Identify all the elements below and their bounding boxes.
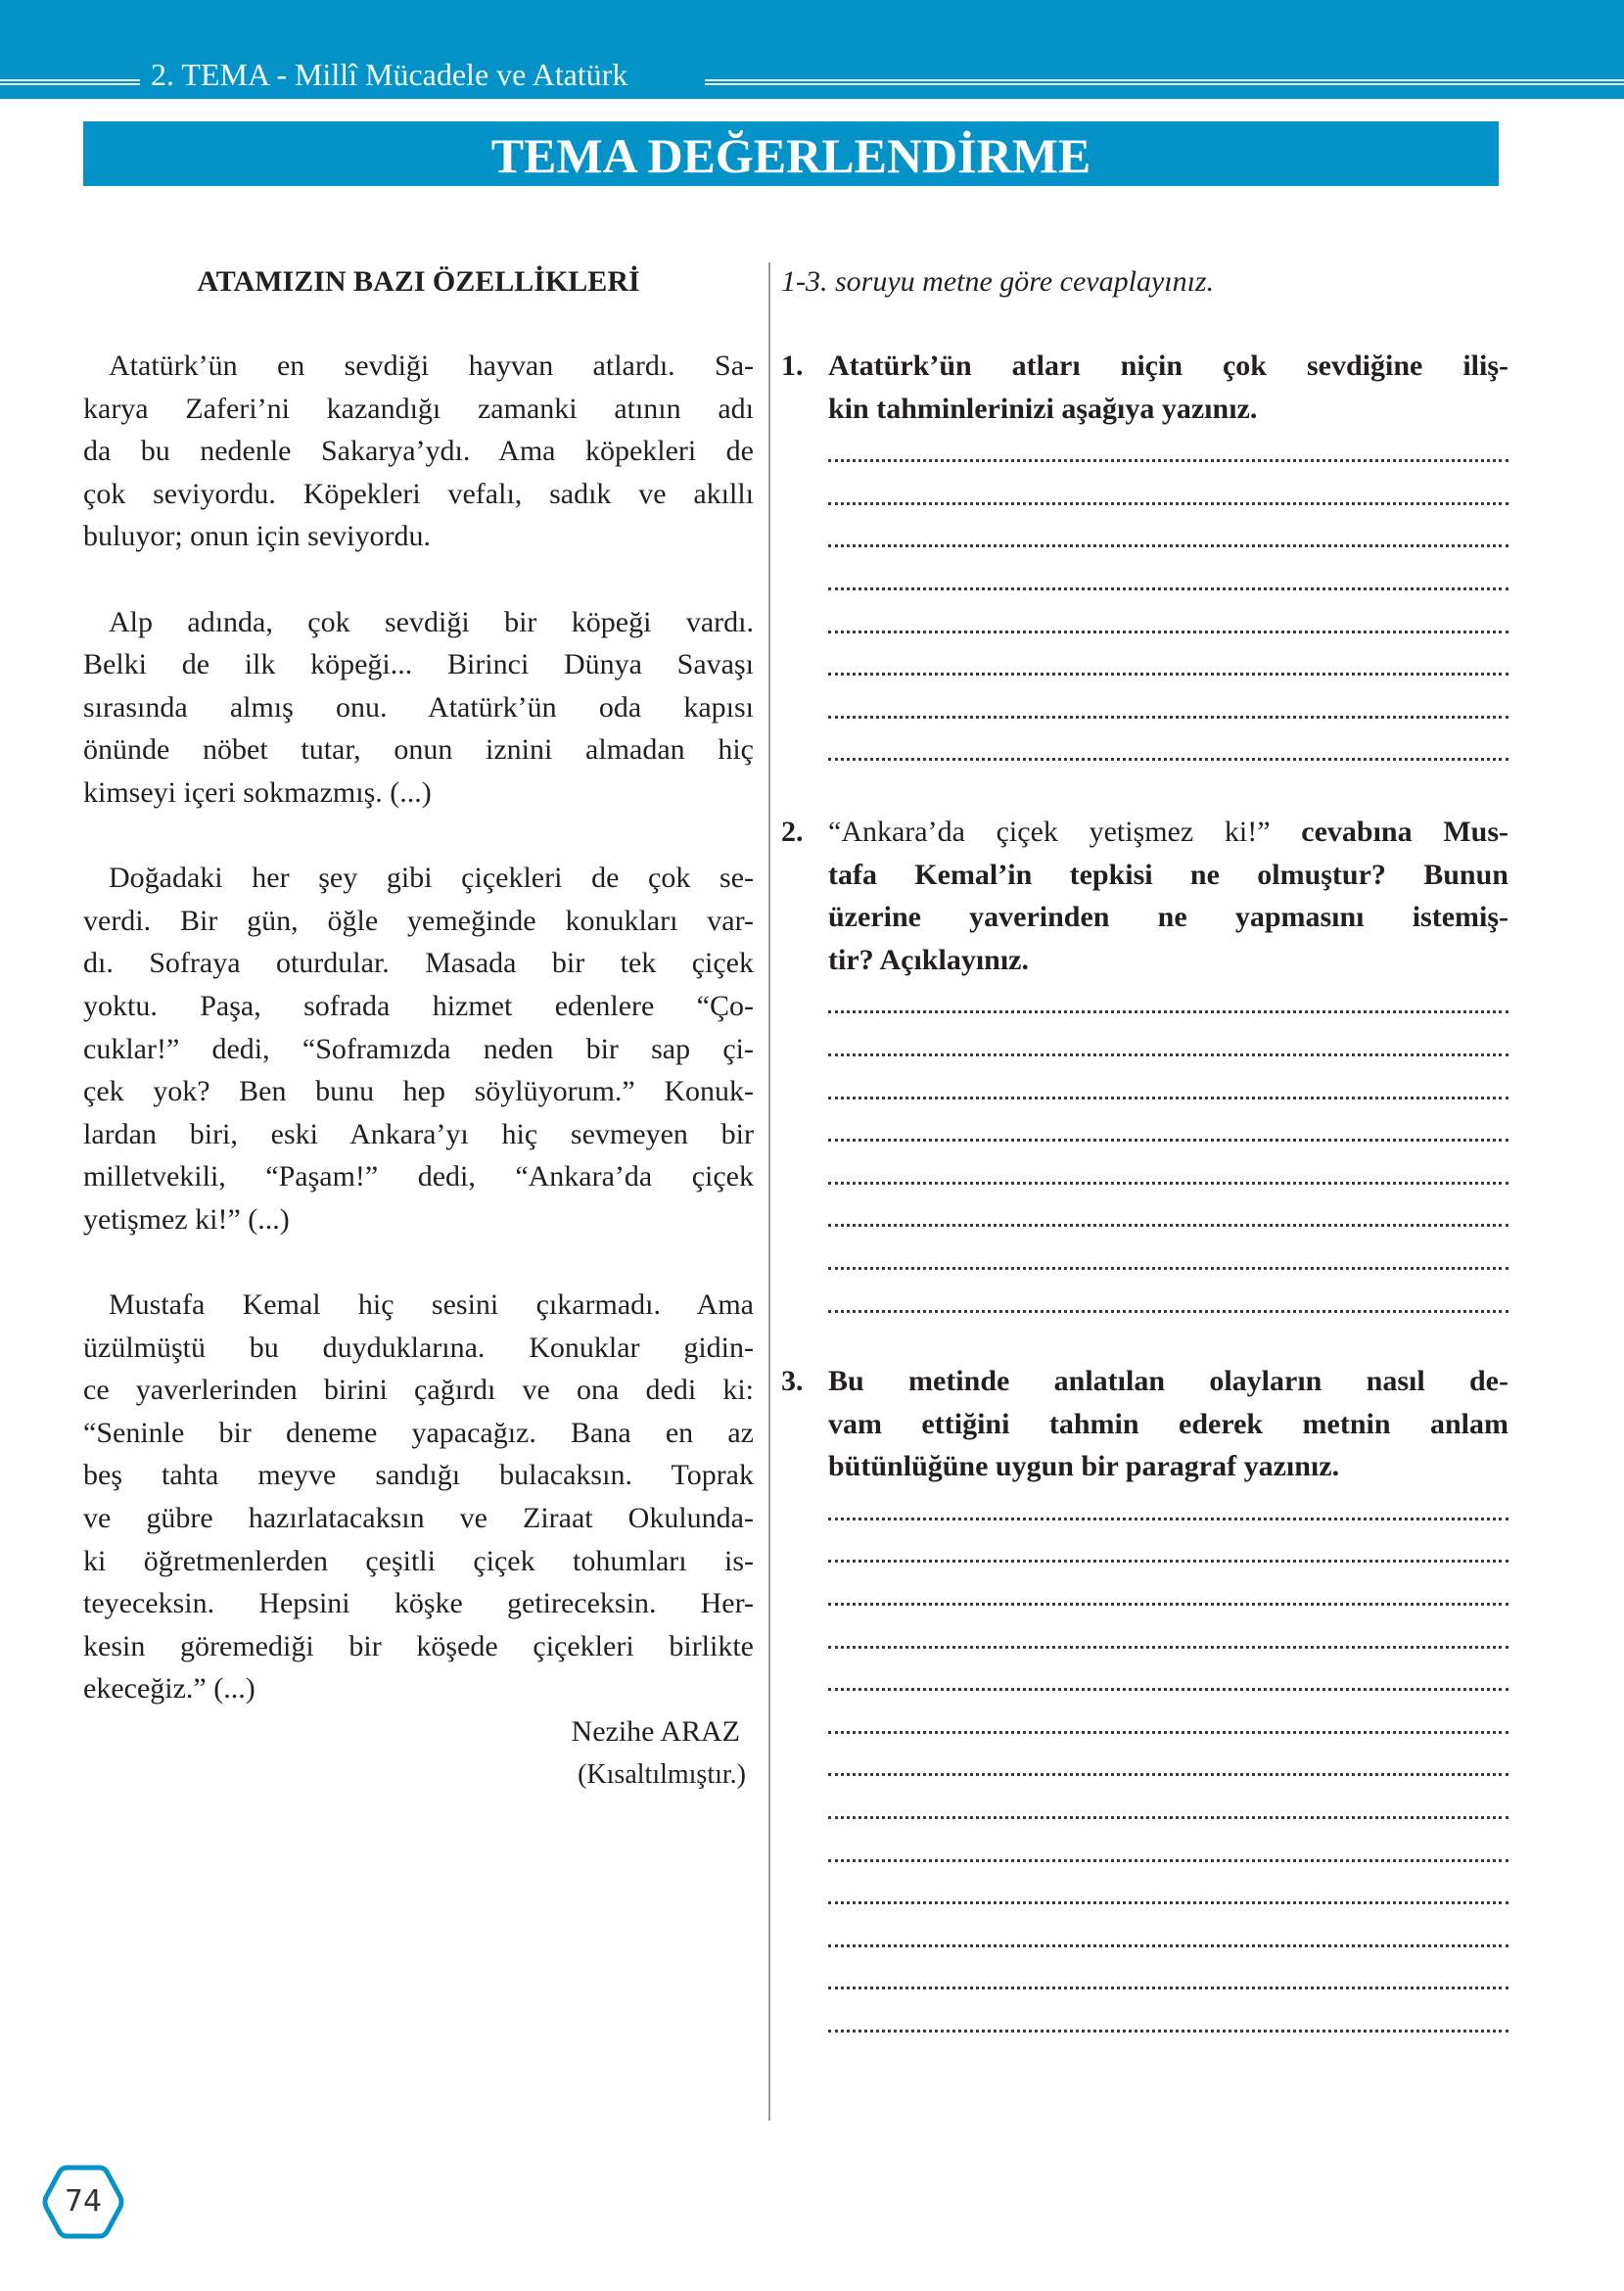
answer-line[interactable] [828,1787,1508,1830]
answer-line[interactable] [828,1067,1508,1110]
paragraph [83,601,754,815]
question-body [828,811,1508,1323]
header-band [0,0,1624,99]
answer-line[interactable] [828,1830,1508,1873]
question-quote: “Ankara’da çiçek yetişmez ki!” [828,816,1271,848]
text-line: ve gübre hazırlatacaksın ve Ziraat Okulunda- [83,1502,754,1535]
question-text: tir? Açıklayınız. [828,943,1029,976]
question-line [828,1445,1508,1488]
text-line: Atatürk’ün en sevdiği hayvan atlardı. Sa- [109,350,754,382]
question-line [828,1403,1508,1446]
text-line: Mustafa Kemal hiç sesini çıkarmadı. Ama [109,1288,754,1322]
header-rule-right [705,79,1624,85]
answer-line[interactable] [828,1109,1508,1152]
answer-line[interactable] [828,515,1508,558]
text-line: çek yok? Ben bunu hep söylüyorum.” Konuk- [83,1075,754,1108]
text-line: da bu nedenle Sakarya’ydı. Ama köpekleri de [83,435,754,468]
question-number: 2. [781,816,804,848]
answer-line[interactable] [828,1281,1508,1324]
section-title: 2. TEMA - Millî Mücadele ve Atatürk [151,57,628,92]
answer-line[interactable] [828,1957,1508,2000]
text-line: ce yaverlerinden birini çağırdı ve ona dedi ki: [83,1374,754,1407]
text-line: yoktu. Paşa, sofrada hizmet edenlere “Ço- [83,989,754,1022]
answer-line[interactable] [828,1915,1508,1958]
text-line: beş tahta meyve sandığı bulacaksın. Toprak [83,1459,754,1492]
reading-text [83,345,754,1796]
question-body [828,345,1508,771]
answer-line[interactable] [828,430,1508,473]
question-line [828,345,1508,388]
text-line: kimseyi içeri sokmazmış. (...) [83,775,432,809]
answer-line[interactable] [828,1616,1508,1660]
answer-line[interactable] [828,1194,1508,1238]
question-2 [781,811,1508,1323]
text-line: buluyor; onun için seviyordu. [83,520,431,553]
text-line: Alp adında, çok sevdiği bir köpeği vardı. [109,605,754,638]
answer-line[interactable] [828,1024,1508,1067]
answer-line[interactable] [828,643,1508,686]
text-line: kesin göremediği bir köşede çiçekleri birlikte [83,1629,754,1662]
page-number-badge [41,2164,125,2240]
paragraph [83,345,754,558]
answer-line[interactable] [828,1238,1508,1281]
answer-line[interactable] [828,1530,1508,1573]
question-text: Atatürk’ün atları niçin çok sevdiğine iliş- [828,350,1508,382]
text-line: dı. Sofraya oturdular. Masada bir tek çiçek [83,947,754,980]
text-line: lardan biri, eski Ankara’yı hiç sevmeyen bir [83,1117,754,1150]
question-line [828,939,1508,982]
answer-line[interactable] [828,601,1508,644]
question-line [828,1360,1508,1403]
question-text: Bu metinde anlatılan olayların nasıl de- [828,1365,1508,1397]
question-line [828,854,1508,897]
instruction: 1-3. soruyu metne göre cevaplayınız. [781,265,1215,298]
text-line: karya Zaferi’ni kazandığı zamanki atının adı [83,392,754,425]
answer-line[interactable] [828,1744,1508,1787]
question-text: tafa Kemal’in tepkisi ne olmuştur? Bunun [828,858,1508,891]
answer-line[interactable] [828,2000,1508,2043]
answer-line[interactable] [828,473,1508,516]
text-line: ekeceğiz.” (...) [83,1672,255,1706]
answer-line[interactable] [828,686,1508,729]
text-line: yetişmez ki!” (...) [83,1202,290,1236]
page-number: 74 [64,2184,103,2219]
paragraph [83,1284,754,1710]
text-line: Belki de ilk köpeği... Birinci Dünya Savaşı [83,648,754,681]
text-line: “Seninle bir deneme yapacağız. Bana en az [83,1416,754,1449]
question-body [828,1360,1508,2043]
header-rule-left [0,79,140,85]
question-line [828,896,1508,939]
answer-line[interactable] [828,981,1508,1024]
question-number: 1. [781,350,804,382]
text-line: ki öğretmenlerden çeşitli çiçek tohumları is- [83,1544,754,1577]
text-line: verdi. Bir gün, öğle yemeğinde konukları var- [83,904,754,937]
text-line: milletvekili, “Paşam!” dedi, “Ankara’da çiçek [83,1160,754,1193]
question-text: kin tahminlerinizi aşağıya yazınız. [828,392,1258,425]
question-text: üzerine yaverinden ne yapmasını istemiş- [828,901,1508,934]
question-text: bütünlüğüne uygun bir paragraf yazınız. [828,1450,1340,1483]
text-line: sırasında almış onu. Atatürk’ün oda kapısı [83,690,754,724]
paragraph [83,857,754,1240]
question-number: 3. [781,1365,804,1397]
question-1 [781,345,1508,771]
answer-line[interactable] [828,1488,1508,1531]
question-3 [781,1360,1508,2043]
question-text: vam ettiğini tahmin ederek metnin anlam [828,1407,1508,1440]
text-line: teyeceksin. Hepsini köşke getireceksin. Her- [83,1587,754,1620]
text-line: üzülmüştü bu duyduklarına. Konuklar gidin- [83,1331,754,1364]
text-line: önünde nöbet tutar, onun iznini almadan hiç [83,733,754,767]
text-line: cuklar!” dedi, “Soframızda neden bir sap çi- [83,1032,754,1065]
answer-line[interactable] [828,728,1508,771]
text-line: Doğadaki her şey gibi çiçekleri de çok se- [109,862,754,895]
author-name: Nezihe ARAZ [571,1715,740,1748]
answer-line[interactable] [828,1152,1508,1195]
answer-line[interactable] [828,1702,1508,1745]
page-title: TEMA DEĞERLENDİRME [83,121,1499,186]
question-line [828,811,1508,854]
question-text: cevabına Mus- [1270,816,1508,848]
column-divider [768,262,770,2121]
text-line: çok seviyordu. Köpekleri vefalı, sadık ve akıllı [83,477,754,510]
question-line [828,388,1508,431]
answer-line[interactable] [828,1659,1508,1702]
abridged-note: (Kısaltılmıştır.) [578,1758,746,1790]
answer-line[interactable] [828,558,1508,601]
reading-title: ATAMIZIN BAZI ÖZELLİKLERİ [197,265,640,298]
answer-line[interactable] [828,1872,1508,1915]
answer-line[interactable] [828,1573,1508,1616]
